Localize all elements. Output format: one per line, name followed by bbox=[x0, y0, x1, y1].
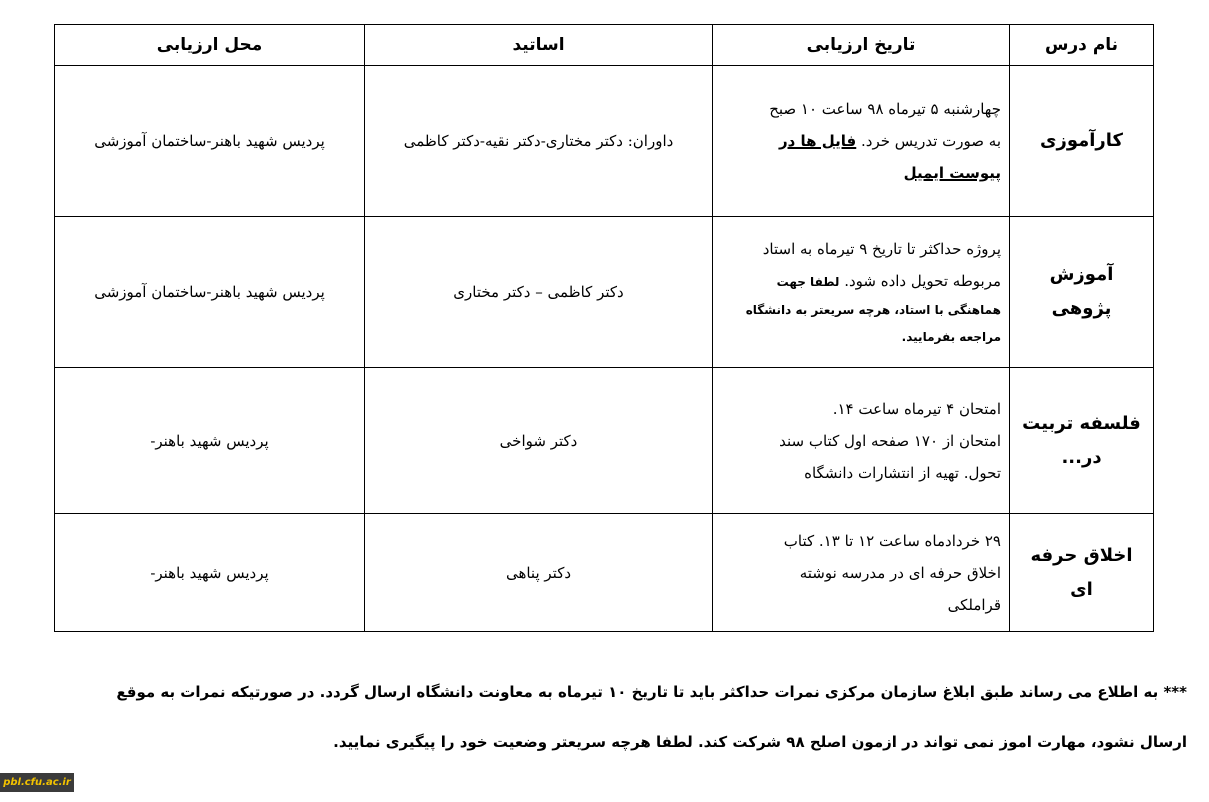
evaluation-date bbox=[713, 217, 1010, 368]
date-line: ۲۹ خردادماه ساعت ۱۲ تا ۱۳. کتاب bbox=[783, 531, 1001, 550]
date-bold-line: هماهنگی با استاد، هرچه سریعتر به دانشگاه bbox=[745, 303, 1001, 317]
evaluation-place: پردیس شهید باهنر- bbox=[55, 368, 365, 514]
date-bold-line: مراجعه بفرمایید. bbox=[901, 330, 1001, 344]
course-name: آموزش پژوهی bbox=[1010, 217, 1154, 368]
grades-notice-line-2: ارسال نشود، مهارت اموز نمی تواند در ازمون اصلح ۹۸ شرکت کند. لطفا هرچه سریعتر وضعیت خود را پیگیری نمایید. bbox=[333, 733, 1187, 751]
course-name-line: در... bbox=[1061, 446, 1102, 468]
evaluation-date bbox=[713, 514, 1010, 632]
professors: داوران: دکتر مختاری-دکتر نقیه-دکتر کاظمی bbox=[365, 66, 713, 217]
header-course: نام درس bbox=[1010, 25, 1154, 66]
date-line bbox=[721, 125, 1001, 157]
evaluation-place: پردیس شهید باهنر-ساختمان آموزشی bbox=[55, 217, 365, 368]
date-bold-text: فایل ها در bbox=[778, 132, 857, 150]
date-line: امتحان از ۱۷۰ صفحه اول کتاب سند bbox=[779, 431, 1001, 450]
date-text: مربوطه تحویل داده شود. bbox=[844, 272, 1001, 290]
table-header-row bbox=[55, 25, 1154, 66]
evaluation-date bbox=[713, 368, 1010, 514]
course-name: اخلاق حرفه ای bbox=[1010, 514, 1154, 632]
date-line bbox=[721, 265, 1001, 297]
date-text: به صورت تدریس خرد. bbox=[861, 132, 1001, 150]
professors: دکتر پناهی bbox=[365, 514, 713, 632]
evaluation-date bbox=[713, 66, 1010, 217]
grades-notice-line-1: *** به اطلاع می رساند طبق ابلاغ سازمان مرکزی نمرات حداکثر باید تا تاریخ ۱۰ تیرماه به معاونت دانشگاه ارسال گردد. در صورتیکه نمرات به موقع bbox=[116, 683, 1187, 701]
professors: دکتر کاظمی – دکتر مختاری bbox=[365, 217, 713, 368]
date-line: تحول. تهیه از انتشارات دانشگاه bbox=[804, 463, 1001, 482]
header-professors: اساتید bbox=[365, 25, 713, 66]
table-row bbox=[55, 217, 1154, 368]
date-line: امتحان ۴ تیرماه ساعت ۱۴. bbox=[832, 399, 1001, 418]
course-name: کارآموزی bbox=[1010, 66, 1154, 217]
evaluation-place: پردیس شهید باهنر- bbox=[55, 514, 365, 632]
table-row bbox=[55, 66, 1154, 217]
date-bold-text: پیوست ایمیل bbox=[903, 164, 1001, 182]
table-row bbox=[55, 514, 1154, 632]
date-line bbox=[721, 157, 1001, 189]
date-line: چهارشنبه ۵ تیرماه ۹۸ ساعت ۱۰ صبح bbox=[769, 100, 1001, 118]
header-date: تاریخ ارزیابی bbox=[713, 25, 1010, 66]
date-line: قراملکی bbox=[947, 595, 1001, 614]
evaluation-place: پردیس شهید باهنر-ساختمان آموزشی bbox=[55, 66, 365, 217]
date-line: اخلاق حرفه ای در مدرسه نوشته bbox=[799, 563, 1001, 582]
header-place: محل ارزیابی bbox=[55, 25, 365, 66]
professors: دکتر شواخی bbox=[365, 368, 713, 514]
site-badge[interactable]: pbl.cfu.ac.ir bbox=[0, 773, 74, 792]
date-line: پروژه حداکثر تا تاریخ ۹ تیرماه به استاد bbox=[762, 240, 1001, 258]
course-name bbox=[1010, 368, 1154, 514]
date-bold-text: لطفا جهت bbox=[776, 275, 840, 289]
course-name-line: فلسفه تربیت bbox=[1022, 412, 1141, 434]
evaluation-table bbox=[54, 24, 1154, 632]
table-row bbox=[55, 368, 1154, 514]
